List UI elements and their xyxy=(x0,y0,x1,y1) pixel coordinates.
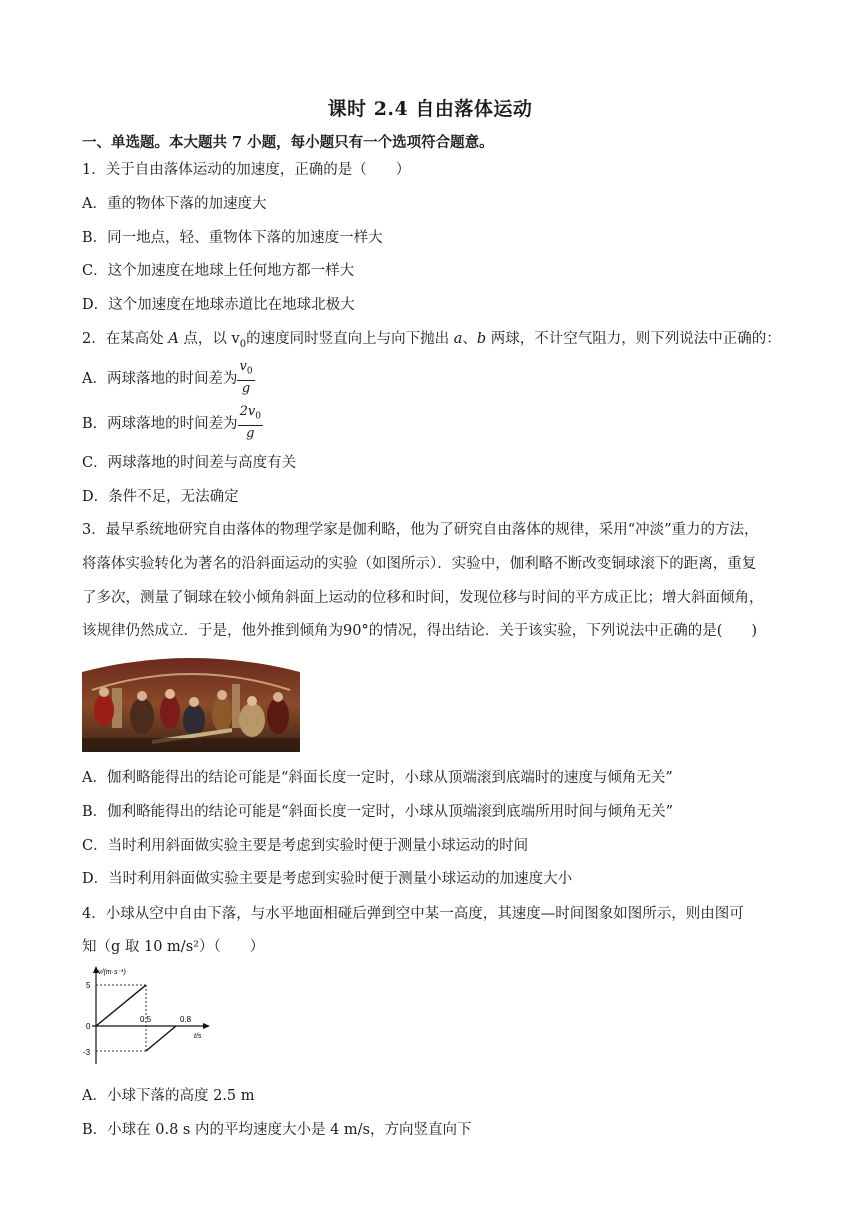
page-title: 课时 2.4 自由落体运动 xyxy=(327,98,533,120)
question-2-option-a: A．两球落地的时间差为 $\frac{v_0}{g}$ xyxy=(82,359,253,396)
question-4-line-1: 4．小球从空中自由下落，与水平地面相碰后弹到空中某一高度，其速度—时间图象如图所示，则由图可 xyxy=(82,906,744,922)
question-3-option-d: D．当时利用斜面做实验主要是考虑到实验时便于测量小球运动的加速度大小 xyxy=(82,871,573,887)
graph-tick-5: 5 xyxy=(86,981,91,990)
graph-tick-0: 0 xyxy=(86,1022,91,1031)
question-3-line-1: 3．最早系统地研究自由落体的物理学家是伽利略，他为了研究自由落体的规律，采用“冲淡”重力的方法， xyxy=(82,522,759,538)
graph-tick-0-8: 0.8 xyxy=(180,1015,192,1024)
question-1-option-c: C．这个加速度在地球上任何地方都一样大 xyxy=(82,263,355,279)
question-3-line-3: 了多次，测量了铜球在较小倾角斜面上运动的位移和时间，发现位移与时间的平方成正比；增大斜面倾角， xyxy=(82,590,764,606)
question-1-option-b: B．同一地点，轻、重物体下落的加速度一样大 xyxy=(82,230,383,246)
graph-tick-minus-3: -3 xyxy=(83,1048,91,1057)
graph-rebound-segment xyxy=(146,1026,176,1051)
graph-tick-0-5: 0.5 xyxy=(140,1015,152,1024)
section-heading: 一、单选题。本大题共 7 小题，每小题只有一个选项符合题意。 xyxy=(82,134,494,151)
question-1-stem: 1．关于自由落体运动的加速度，正确的是（ ） xyxy=(82,162,411,178)
question-4-option-b: B．小球在 0.8 s 内的平均速度大小是 4 m/s，方向竖直向下 xyxy=(82,1122,472,1138)
graph-fall-segment xyxy=(96,985,146,1026)
galileo-painting-image xyxy=(82,650,300,752)
question-4-line-2: 知（g 取 10 m/s²）（ ） xyxy=(82,939,265,955)
velocity-time-graph xyxy=(82,964,212,1068)
fraction-v0-over-g: $\frac{v_0}{g}$ xyxy=(239,359,253,396)
question-4-option-a: A．小球下落的高度 2.5 m xyxy=(82,1088,255,1104)
question-2-option-d: D．条件不足，无法确定 xyxy=(82,489,239,505)
question-1-option-a: A．重的物体下落的加速度大 xyxy=(82,196,267,212)
question-2-option-c: C．两球落地的时间差与高度有关 xyxy=(82,455,297,471)
question-3-option-b: B．伽利略能得出的结论可能是“斜面长度一定时，小球从顶端滚到底端所用时间与倾角无关” xyxy=(82,804,673,820)
question-3-option-c: C．当时利用斜面做实验主要是考虑到实验时便于测量小球运动的时间 xyxy=(82,838,529,854)
graph-y-label: v/(m·s⁻¹) xyxy=(98,969,126,976)
graph-x-label: t/s xyxy=(194,1033,202,1040)
fraction-2v0-over-g: $\frac{2v_0}{g}$ xyxy=(239,404,262,441)
question-1-option-d: D．这个加速度在地球赤道比在地球北极大 xyxy=(82,297,355,313)
question-3-line-2: 将落体实验转化为著名的沿斜面运动的实验（如图所示）．实验中，伽利略不断改变铜球滚下的距离，重复 xyxy=(82,556,757,572)
question-3-line-4: 该规律仍然成立．于是，他外推到倾角为90°的情况，得出结论．关于该实验，下列说法中正确的是( ) xyxy=(82,623,758,639)
question-2-stem: 2．在某高处 A 点，以 $v_0$的速度同时竖直向上与向下抛出 a、b 两球，不计空气阻力，则下列说法中正确的： xyxy=(82,331,781,350)
question-3-option-a: A．伽利略能得出的结论可能是“斜面长度一定时，小球从顶端滚到底端时的速度与倾角无关” xyxy=(82,770,673,786)
question-2-option-b: B．两球落地的时间差为 $\frac{2v_0}{g}$ xyxy=(82,404,262,441)
